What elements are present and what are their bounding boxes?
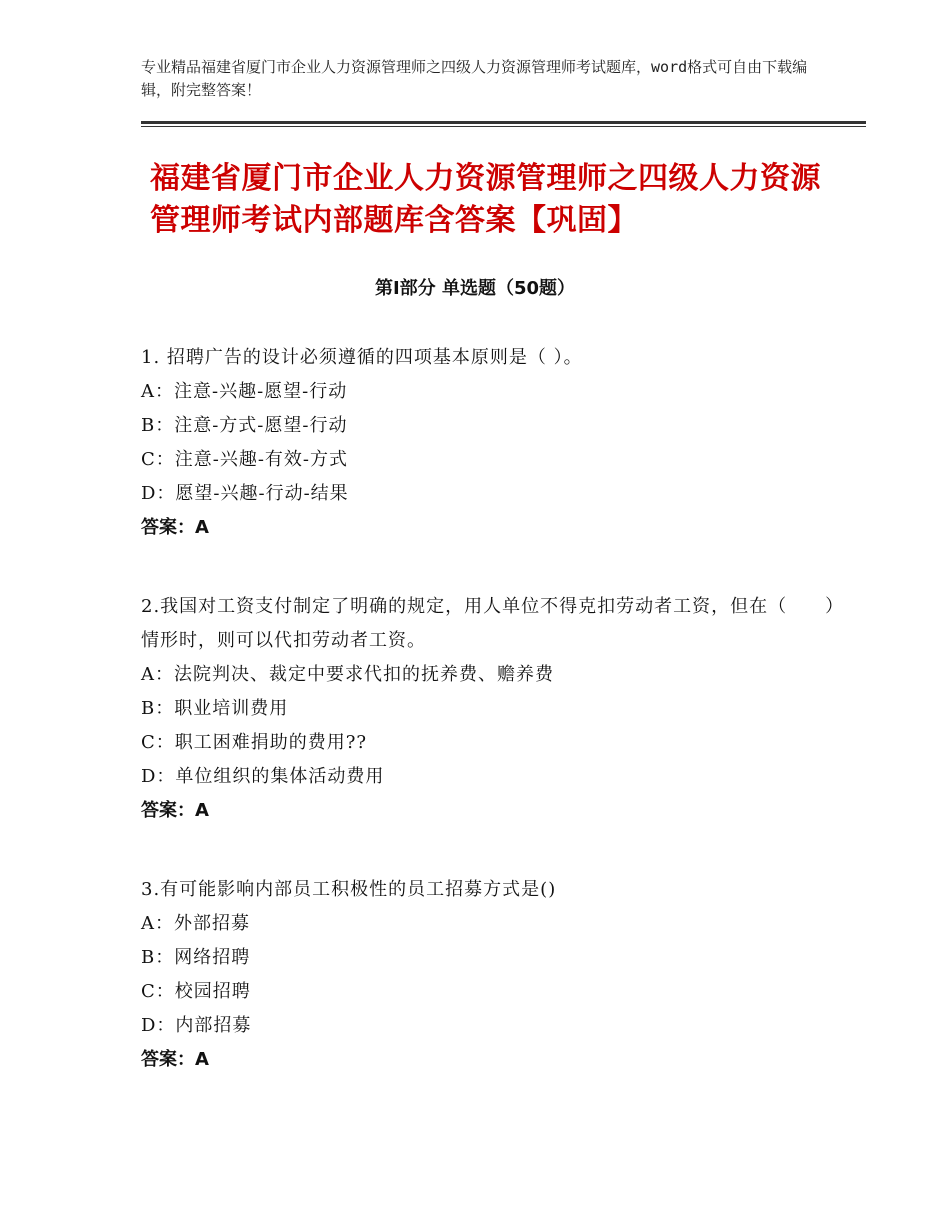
- option-d: D：愿望-兴趣-行动-结果: [141, 483, 349, 504]
- answer-label: 答案：A: [141, 517, 209, 538]
- option-b: B：职业培训费用: [141, 698, 289, 719]
- question-stem: 1. 招聘广告的设计必须遵循的四项基本原则是（ ）。: [141, 347, 583, 368]
- question-2: [141, 590, 841, 828]
- option-c: C：注意-兴趣-有效-方式: [141, 449, 349, 470]
- question-stem: 2.我国对工资支付制定了明确的规定，用人单位不得克扣劳动者工资，但在（ ）情形时，则可以代扣劳动者工资。: [141, 596, 836, 651]
- section-title: 第Ⅰ部分 单选题（50题）: [374, 278, 575, 299]
- option-a: A：法院判决、裁定中要求代扣的抚养费、赡养费: [141, 664, 554, 685]
- question-list: [141, 341, 841, 1122]
- header-divider-thick: [141, 121, 866, 124]
- option-a: A：外部招募: [141, 913, 250, 934]
- answer-label: 答案：A: [141, 800, 209, 821]
- option-d: D：单位组织的集体活动费用: [141, 766, 385, 787]
- header-note: 专业精品福建省厦门市企业人力资源管理师之四级人力资源管理师考试题库，word格式可自由下载编辑，附完整答案！: [141, 58, 808, 99]
- option-c: C：职工困难捐助的费用??: [141, 732, 368, 753]
- question-3: [141, 873, 841, 1077]
- option-b: B：网络招聘: [141, 947, 251, 968]
- answer-label: 答案：A: [141, 1049, 209, 1070]
- option-c: C：校园招聘: [141, 981, 251, 1002]
- option-d: D：内部招募: [141, 1015, 252, 1036]
- option-a: A：注意-兴趣-愿望-行动: [141, 381, 348, 402]
- option-b: B：注意-方式-愿望-行动: [141, 415, 348, 436]
- question-1: [141, 341, 841, 545]
- header-divider-thin: [141, 126, 866, 127]
- question-stem: 3.有可能影响内部员工积极性的员工招募方式是(): [141, 879, 557, 900]
- document-title: 福建省厦门市企业人力资源管理师之四级人力资源管理师考试内部题库含答案【巩固】: [150, 161, 821, 238]
